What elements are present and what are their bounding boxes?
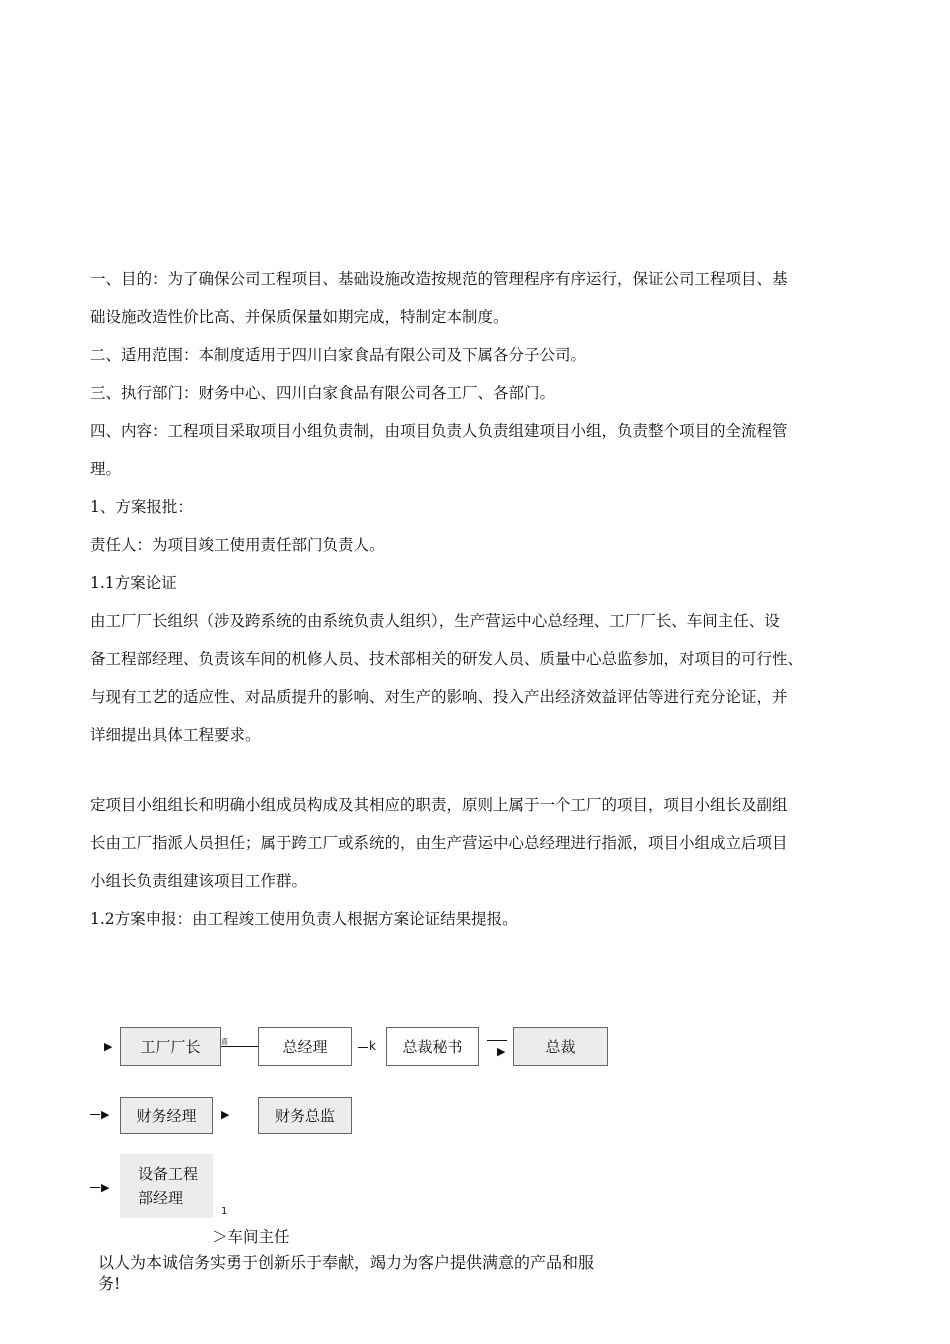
finance-manager-box: 财务经理	[120, 1097, 213, 1134]
team-line-1: 定项目小组组长和明确小组成员构成及其相应的职责，原则上属于一个工厂的项目，项目小组长及副组	[90, 796, 788, 814]
equipment-manager-box	[120, 1154, 213, 1218]
arrow-right-icon: ▶	[497, 1045, 506, 1058]
department-line: 三、执行部门：财务中心、四川白家食品有限公司各工厂、各部门。	[90, 384, 556, 402]
section-1-1-line-4: 详细提出具体工程要求。	[90, 726, 261, 744]
arrow-right-icon: ▶	[104, 1040, 113, 1053]
equipment-manager-line-1: 设备工程	[138, 1165, 199, 1183]
equipment-manager-line-2: 部经理	[138, 1189, 184, 1207]
section-1-title: 1、方案报批：	[90, 498, 193, 516]
workshop-director-label: ＞车间主任	[212, 1228, 290, 1246]
arrow-right-icon: ▶	[221, 1108, 230, 1121]
team-line-3: 小组长负责组建该项目工作群。	[90, 872, 308, 890]
connector-line	[90, 1187, 100, 1188]
number-mark: 1	[221, 1206, 228, 1217]
section-1-1-line-3: 与现有工艺的适应性、对品质提升的影响、对生产的影响、投入产出经济效益评估等进行充分论证，并	[90, 688, 788, 706]
team-section	[90, 786, 870, 938]
content-line-1: 四、内容：工程项目采取项目小组负责制，由项目负责人负责组建项目小组，负责整个项目的全流程管	[90, 422, 788, 440]
ceo-secretary-box: 总裁秘书	[386, 1027, 479, 1066]
arrow-right-icon: ▶	[101, 1181, 110, 1194]
arrow-right-icon: ▶	[101, 1108, 110, 1121]
section-1-1-line-1: 由工厂厂长组织（涉及跨系统的由系统负责人组织），生产营运中心总经理、工厂厂长、车间主任、设	[90, 612, 780, 630]
footer-slogan	[98, 1252, 638, 1294]
purpose-line-1: 一、目的：为了确保公司工程项目、基础设施改造按规范的管理程序有序运行，保证公司工程项目、基	[90, 270, 788, 288]
small-mark: 喜	[221, 1038, 228, 1046]
section-1-2-line: 1.2方案申报：由工程竣工使用负责人根据方案论证结果提报。	[90, 910, 518, 928]
general-manager-box: 总经理	[258, 1027, 352, 1066]
section-1-1-line-2: 备工程部经理、负责该车间的机修人员、技术部相关的研发人员、质量中心总监参加，对项目的可行性、	[90, 650, 804, 668]
team-line-2: 长由工厂指派人员担任；属于跨工厂或系统的，由生产营运中心总经理进行指派，项目小组成立后项目	[90, 834, 788, 852]
purpose-line-2: 础设施改造性价比高、并保质保量如期完成，特制定本制度。	[90, 308, 509, 326]
section-1-1-title: 1.1方案论证	[90, 574, 177, 592]
footer-line-1: 以人为本诚信务实勇于创新乐于奉献，竭力为客户提供满意的产品和服	[98, 1253, 595, 1272]
responsible-line: 责任人：为项目竣工使用责任部门负责人。	[90, 536, 385, 554]
scope-line: 二、适用范围：本制度适用于四川白家食品有限公司及下属各分子公司。	[90, 346, 587, 364]
finance-director-box: 财务总监	[258, 1097, 352, 1134]
connector-line	[358, 1047, 368, 1048]
factory-manager-box: 工厂厂长	[120, 1027, 221, 1066]
k-mark: k	[369, 1039, 376, 1053]
connector-line	[487, 1040, 507, 1041]
connector-line	[90, 1114, 100, 1115]
purpose-section	[90, 260, 870, 754]
footer-line-2: 务!	[98, 1274, 121, 1293]
ceo-box: 总裁	[513, 1027, 608, 1066]
content-line-2: 理。	[90, 460, 122, 478]
